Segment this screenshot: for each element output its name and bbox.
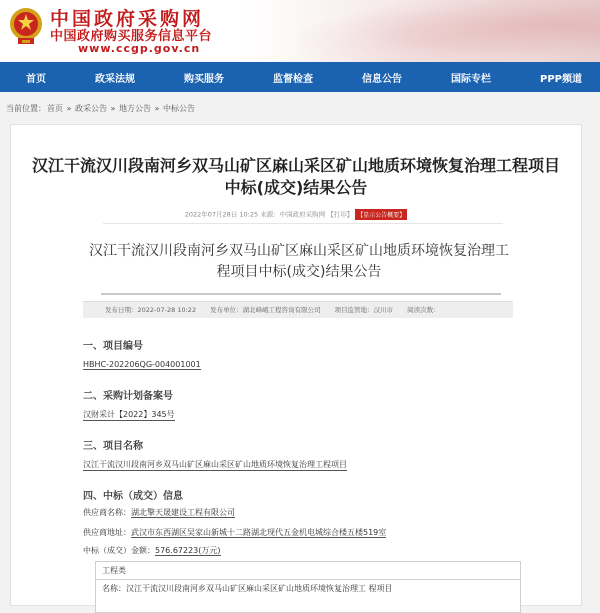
section-project-number: [83, 337, 543, 371]
award-amount: 576.67223(万元): [155, 546, 221, 555]
breadcrumb-item-local[interactable]: 地方公告: [119, 104, 151, 113]
address-label: 供应商地址：: [83, 528, 131, 537]
project-name: 汉江干流汉川段南河乡双马山矿区麻山采区矿山地质环境恢复治理工程项目: [83, 460, 347, 469]
breadcrumb-item-award[interactable]: 中标公告: [163, 104, 195, 113]
address-row: [83, 527, 386, 538]
nav-regulations[interactable]: 政采法规: [95, 73, 135, 85]
section-heading: 一、项目编号: [83, 341, 143, 352]
supplier-label: 供应商名称：: [83, 508, 131, 517]
article-meta: [11, 209, 581, 220]
site-header: [0, 0, 600, 62]
show-summary-button[interactable]: 【显示公告概要】: [355, 209, 407, 220]
amount-label: 中标（成交）金额：: [83, 546, 155, 555]
breadcrumb-sep: »: [154, 104, 160, 113]
breadcrumb-item-home[interactable]: 首页: [47, 104, 63, 113]
supervision-location: 项目监管地：汉川市: [334, 306, 394, 314]
section-project-name: [83, 437, 543, 471]
table-header: 工程类: [96, 562, 520, 580]
table-row: 名称：汉江干流汉川段南河乡双马山矿区麻山采区矿山地质环境恢复治理工 程项目: [102, 584, 393, 593]
national-emblem-icon: [8, 6, 44, 46]
breadcrumb-prefix: 当前位置：: [6, 104, 46, 113]
project-table: [95, 561, 521, 613]
nav-purchase-services[interactable]: 购买服务: [184, 73, 224, 85]
article-meta-text: 2022年07月28日 10:25 来源：中国政府采购网 【打印】: [184, 210, 354, 219]
section-plan-number: [83, 387, 543, 421]
section-heading: 三、项目名称: [83, 441, 143, 452]
nav-supervision[interactable]: 监督检查: [273, 73, 313, 85]
main-nav: [0, 62, 600, 92]
section-winner: [83, 487, 543, 502]
site-title: 中国政府采购网: [50, 8, 205, 30]
divider: [101, 293, 501, 295]
publish-date: 发布日期：2022-07-28 10:22: [105, 306, 197, 314]
nav-announcements[interactable]: 信息公告: [362, 73, 402, 85]
plan-number: 汉财采计【2022】345号: [83, 410, 175, 419]
supplier-name: 湖北擎天晟建设工程有限公司: [131, 508, 235, 517]
nav-ppp[interactable]: PPP频道: [540, 73, 582, 85]
inner-title: 汉江干流汉川段南河乡双马山矿区麻山采区矿山地质环境恢复治理工程项目中标(成交)结果公告: [89, 243, 509, 280]
supplier-row: [83, 507, 235, 518]
view-count: 阅读次数：: [407, 306, 440, 314]
project-number: HBHC-202206QG-004001001: [83, 360, 201, 369]
nav-home[interactable]: 首页: [26, 73, 46, 85]
breadcrumb-item-announcements[interactable]: 政采公告: [75, 104, 107, 113]
breadcrumb-sep: »: [66, 104, 72, 113]
info-bar: [83, 301, 513, 318]
supplier-address: 武汉市东西湖区吴家山新城十二路湖北现代五金机电城综合楼五楼519室: [131, 528, 387, 537]
site-url[interactable]: www.ccgp.gov.cn: [78, 42, 201, 55]
section-heading: 二、采购计划备案号: [83, 391, 173, 402]
publisher: 发布单位：湖北峰峨工程咨询有限公司: [210, 306, 321, 314]
amount-row: [83, 545, 221, 556]
site-subtitle: 中国政府购买服务信息平台: [50, 29, 213, 44]
breadcrumb-sep: »: [110, 104, 116, 113]
article-card: [10, 124, 582, 606]
divider: [103, 223, 503, 224]
nav-international[interactable]: 国际专栏: [451, 73, 491, 85]
breadcrumb: [6, 103, 196, 114]
header-decoration: [300, 0, 600, 62]
section-heading: 四、中标（成交）信息: [83, 491, 183, 502]
article-title: 汉江干流汉川段南河乡双马山矿区麻山采区矿山地质环境恢复治理工程项目中标(成交)结果公告: [31, 156, 560, 197]
